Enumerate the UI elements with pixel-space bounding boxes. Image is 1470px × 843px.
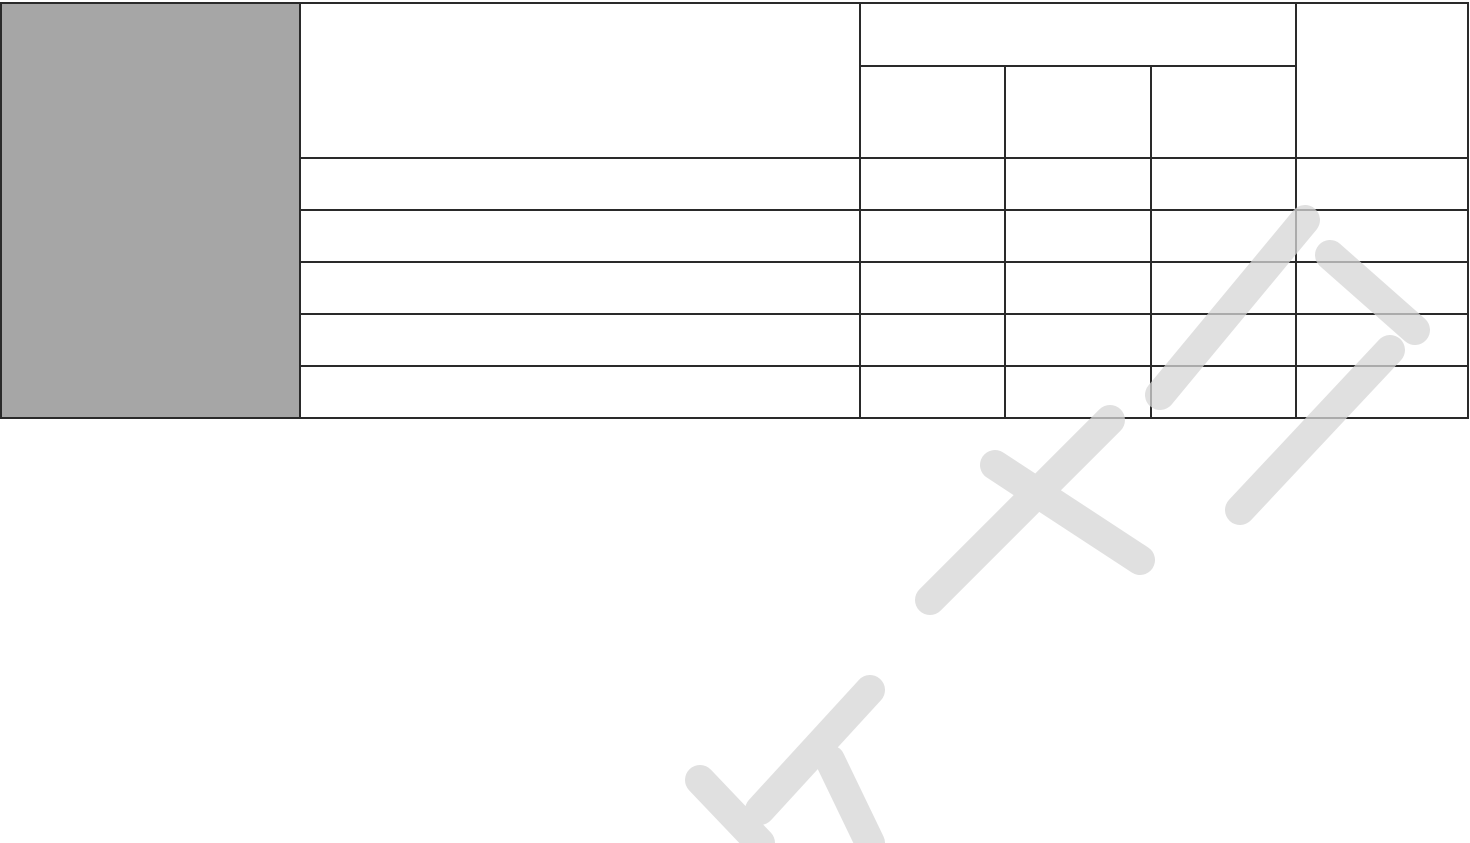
max-value [1151,262,1296,314]
typ-value [1005,158,1151,210]
project-cell [300,366,860,418]
max-value [1151,314,1296,366]
typ-header [1005,66,1151,158]
project-cell [300,210,860,262]
min-value [860,366,1005,418]
min-value [860,262,1005,314]
unit-header [1296,3,1468,158]
unit-value [1296,210,1468,262]
group-voltage-protection [1,3,300,418]
project-cell [300,262,860,314]
max-value [1151,210,1296,262]
header-row [1,3,1468,66]
typ-value [1005,366,1151,418]
max-header [1151,66,1296,158]
project-cell [300,158,860,210]
min-value [860,314,1005,366]
spec-table [0,2,1469,419]
max-value [1151,366,1296,418]
project-cell [300,314,860,366]
unit-value [1296,158,1468,210]
typ-value [1005,210,1151,262]
min-header [860,66,1005,158]
min-value [860,158,1005,210]
project-header [300,3,860,158]
typ-value [1005,262,1151,314]
spec-header [860,3,1296,66]
unit-value [1296,314,1468,366]
unit-value [1296,366,1468,418]
typ-value [1005,314,1151,366]
min-value [860,210,1005,262]
unit-value [1296,262,1468,314]
max-value [1151,158,1296,210]
